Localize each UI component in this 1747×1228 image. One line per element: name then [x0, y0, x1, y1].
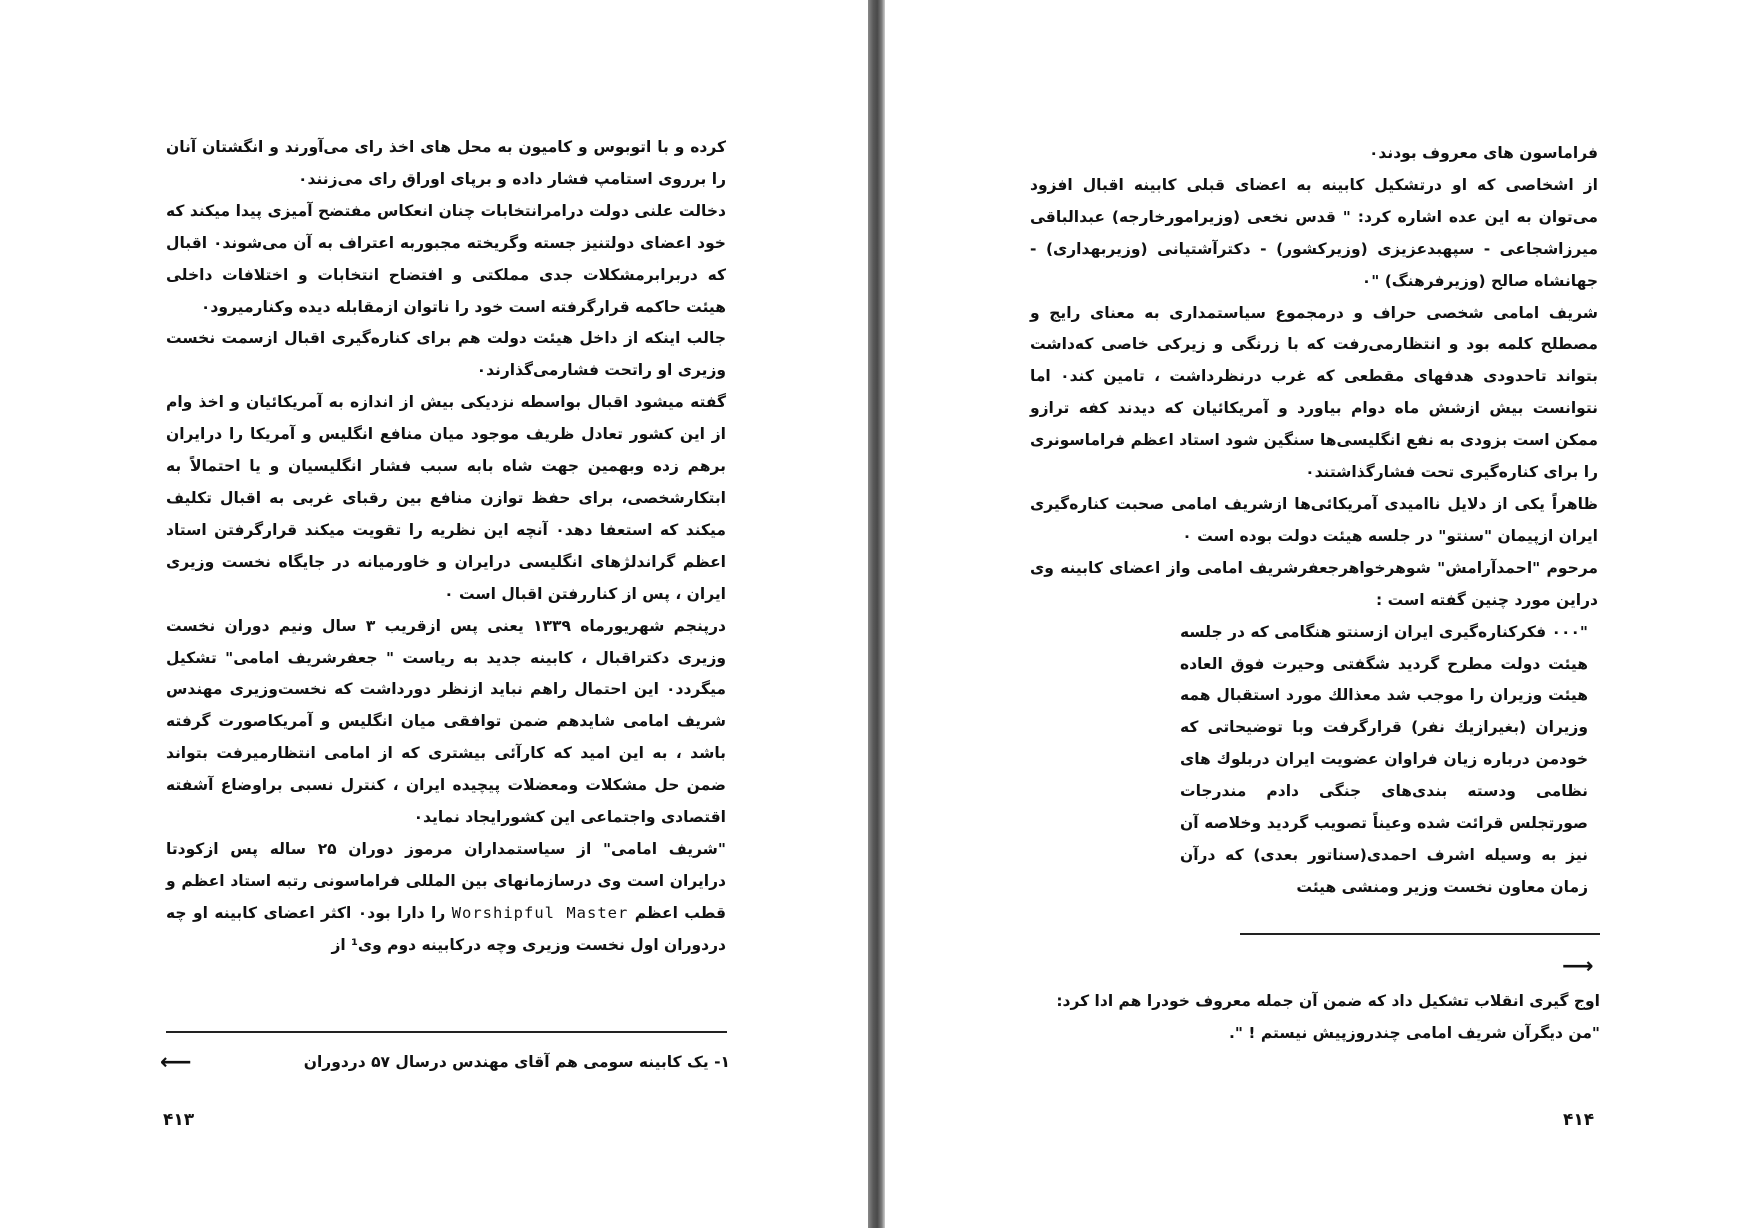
left-paragraph-6-start: "شریف امامی" از سیاستمداران مرموز دوران ۲۵ ساله پس ازکودتا درایران است وی درسازمانهای بین المللی فراماسونی رتبه استاد اعظم و قطب اعظم — [166, 839, 726, 922]
right-footnote: اوج گیری انقلاب تشکیل داد که ضمن آن جمله معروف خودرا هم ادا کرد: "من دیگرآن شریف امامی چندروزپیش نیستم ! ". — [1056, 992, 1600, 1042]
book-spine — [868, 0, 885, 1228]
right-paragraph-4: ظاهراً یکی از دلایل ناامیدی آمریکائی‌ها ازشریف امامی صحبت کناره‌گیری ایران ازپیمان "سنتو" در جلسه هیئت دولت بوده است ٠ — [1030, 494, 1598, 545]
continuation-arrow-icon: ⟵ — [160, 1050, 192, 1075]
right-quote: "٠٠٠ فکرکناره‌گیری ایران ازسنتو هنگامی که در جلسه هیئت دولت مطرح گردید شگفتی وحیرت فوق العاده هیئت وزیران را موجب شد معذالك مورد استقبال همه وزیران (بغیرازیك نفر) قرارگرفت وبا توضیحاتی که خودمن درباره زیان فراوان عضویت ایران دربلوك های نظامی ودسته بندی‌های جنگی دادم مندرجات صورتجلس قرائت شده وعیناً تصویب گردید وخلاصه آن نیز به وسیله اشرف احمدی(سناتور بعدی) که درآن زمان معاون نخست وزیر ومنشی هیئت — [1180, 622, 1588, 896]
latin-term: Worshipful Master — [451, 903, 629, 922]
left-paragraph-6 — [166, 834, 726, 962]
left-footnote: ۱- یک کابینه سومی هم آقای مهندس درسال ۵۷ دردوران — [303, 1053, 730, 1071]
left-page-body — [166, 132, 726, 962]
footnote-divider — [1240, 933, 1600, 935]
right-paragraph-2: از اشخاصی که او درتشکیل کابینه به اعضای قبلی کابینه اقبال افزود می‌توان به این عده اشاره کرد: " قدس نخعی (وزیرامورخارجه) عبدالباقی میرزاشجاعی - سپهبدعزیزی (وزیرکشور) - دکترآشتیانی (وزیربهداری) - جهانشاه صالح (وزیرفرهنگ) "٠ — [1030, 175, 1598, 290]
right-paragraph-5: مرحوم "احمدآرامش" شوهرخواهرجعفرشریف امامی واز اعضای کابینه وی دراین مورد چنین گفته است : — [1030, 558, 1598, 609]
page-number: ۴۱۳ — [163, 1110, 195, 1130]
footnote-divider — [166, 1031, 727, 1033]
right-paragraph-1: فراماسون های معروف بودند٠ — [1368, 144, 1598, 162]
left-paragraph-4: گفته میشود اقبال بواسطه نزدیکی بیش از اندازه به آمریکائیان و اخذ وام از این کشور تعادل ظریف موجود میان منافع انگلیس و آمریکا را درایران برهم زده وبهمین جهت شاه بابه سبب فشار انگلیسیان و یا احتمالاً به ابتکارشخصی، برای حفظ توازن منافع بین رقبای غربی به اقبال تکلیف میکند که استعفا دهد٠ آنچه این نظریه را تقویت میکند قرارگرفتن استاد اعظم گراندلژهای انگلیسی درایران و خاورمیانه در جایگاه نخست وزیری ایران ، پس از کناررفتن اقبال است ٠ — [166, 393, 726, 603]
page-number: ۴۱۴ — [1563, 1110, 1595, 1130]
left-paragraph-3: جالب اینکه از داخل هیئت دولت هم برای کناره‌گیری اقبال ازسمت نخست وزیری او راتحت فشارمی‌گذارند٠ — [166, 329, 726, 380]
right-paragraph-3: شریف امامی شخصی حراف و درمجموع سیاستمداری به معنای رایج و مصطلح کلمه بود و انتظارمی‌رفت که با زرنگی و زیرکی خاصی که‌داشت بتواند تاحدودی هدفهای مقطعی که غرب درنظرداشت ، تامین کند٠ اما نتوانست بیش ازشش ماه دوام بیاورد و آمریکائیان که دیدند کفه ترازو ممکن است بزودی به نفع انگلیسی‌ها سنگین شود استاد اعظم فراماسونری را برای کناره‌گیری تحت فشارگذاشتند٠ — [1030, 303, 1598, 482]
left-page — [0, 0, 868, 1228]
left-paragraph-1: کرده و با اتوبوس و کامیون به محل های اخذ رای می‌آورند و انگشتان آنان را برروی استامپ فشار داده و برپای اوراق رای می‌زنند٠ — [166, 138, 726, 188]
left-paragraph-2: دخالت علنی دولت درامرانتخابات چنان انعکاس مفتضح آمیزی پیدا میکند که خود اعضای دولتنیز جسته وگریخته مجبوربه اعتراف به آن می‌شوند٠ اقبال که دربرابرمشکلات جدی مملکتی و افتضاح انتخابات و اختلافات داخلی هیئت حاکمه قرارگرفته است خود را ناتوان ازمقابله دیده وکنارمیرود٠ — [166, 201, 726, 316]
continuation-arrow-icon: ⟶ — [1562, 954, 1594, 979]
left-paragraph-6-end: را دارا بود٠ اکثر اعضای کابینه او چه دردوران اول نخست وزیری وچه درکابینه دوم وی¹ از — [166, 903, 726, 954]
right-page-body — [1030, 138, 1598, 904]
left-paragraph-5: درپنجم شهریورماه ۱۳۳۹ یعنی پس ازقریب ۳ سال ونیم دوران نخست وزیری دکتراقبال ، کابینه جدید به ریاست " جعفرشریف امامی" تشکیل میگردد٠ این احتمال راهم نباید ازنظر دورداشت که نخست‌وزیری مهندس شریف امامی شایدهم ضمن توافقی میان انگلیس و آمریکاصورت گرفته باشد ، به این امید که کارآئی بیشتری که از امامی انتظارمیرفت بتواند ضمن حل مشکلات ومعضلات پیچیده ایران ، کنترل نسبی براوضاع آشفته اقتصادی واجتماعی این کشورایجاد نماید٠ — [166, 616, 727, 827]
